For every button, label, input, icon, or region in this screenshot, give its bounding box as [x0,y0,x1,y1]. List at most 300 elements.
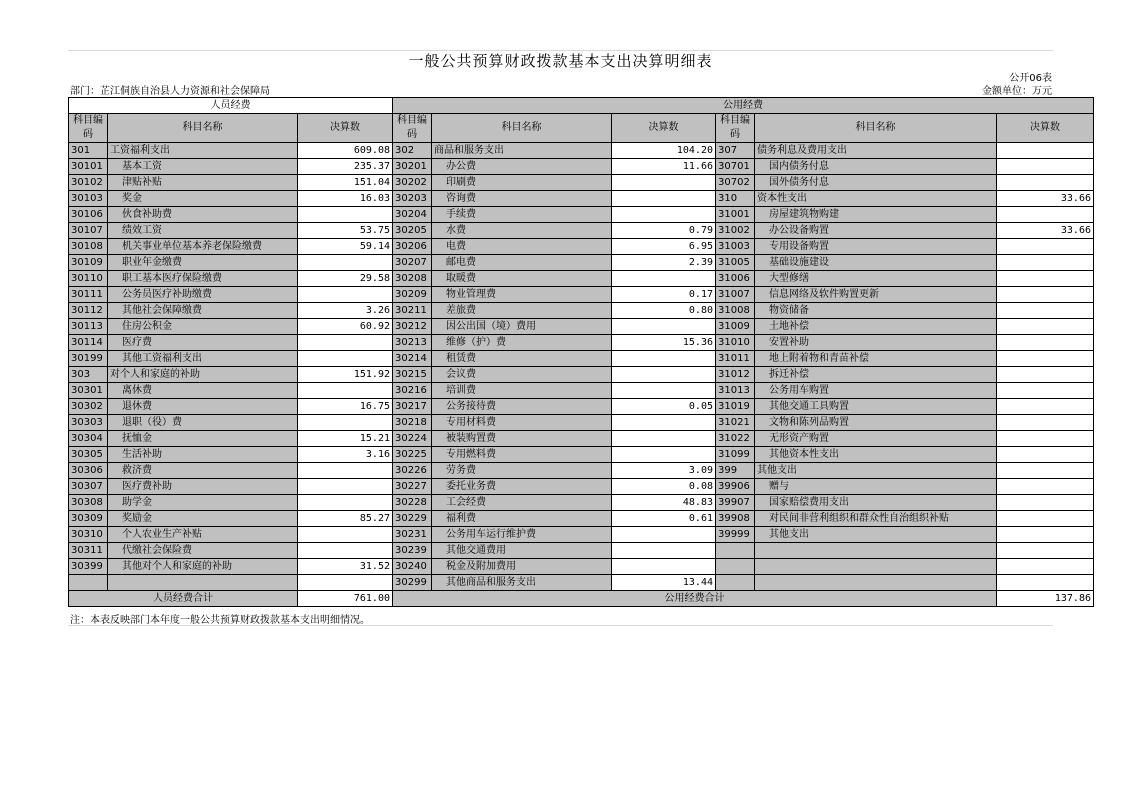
amount-cell-3 [997,447,1094,463]
amount-cell-2: 48.83 [612,495,716,511]
code-cell-1: 30111 [69,287,108,303]
name-cell-1: 对个人和家庭的补助 [108,367,298,383]
code-cell-2: 30239 [393,543,432,559]
code-cell-1: 30307 [69,479,108,495]
amount-cell-3 [997,239,1094,255]
amount-cell-3 [997,431,1094,447]
name-cell-3: 国家赔偿费用支出 [755,495,997,511]
name-cell-1: 职业年金缴费 [108,255,298,271]
table-row [69,255,1094,271]
name-cell-1: 其他工资福利支出 [108,351,298,367]
name-cell-1: 医疗费补助 [108,479,298,495]
public-total-label: 公用经费合计 [393,591,997,607]
amount-cell-3: 33.66 [997,191,1094,207]
table-number: 公开06表 [1009,73,1052,84]
amount-cell-1 [298,575,393,591]
amount-cell-1 [298,543,393,559]
name-cell-1 [108,575,298,591]
code-cell-3: 39906 [716,479,755,495]
name-cell-1: 其他对个人和家庭的补助 [108,559,298,575]
table-row [69,431,1094,447]
name-cell-2: 办公费 [432,159,612,175]
name-cell-1: 救济费 [108,463,298,479]
amount-cell-3 [997,143,1094,159]
section-personnel: 人员经费 [69,98,393,114]
amount-cell-2: 0.17 [612,287,716,303]
name-cell-2: 专用燃料费 [432,447,612,463]
code-cell-1 [69,575,108,591]
amount-cell-3 [997,383,1094,399]
code-cell-1: 30110 [69,271,108,287]
amount-cell-3 [997,399,1094,415]
amount-cell-1 [298,383,393,399]
code-cell-3: 31001 [716,207,755,223]
name-cell-3: 信息网络及软件购置更新 [755,287,997,303]
name-cell-3: 其他支出 [755,463,997,479]
name-cell-3: 专用设备购置 [755,239,997,255]
code-cell-2: 30202 [393,175,432,191]
totals-row [69,591,1094,607]
unit-label: 金额单位：万元 [982,86,1052,97]
amount-cell-3 [997,351,1094,367]
code-cell-2: 30212 [393,319,432,335]
footnote: 注：本表反映部门本年度一般公共预算财政拨款基本支出明细情况。 [70,615,370,626]
code-cell-2: 30208 [393,271,432,287]
code-cell-2: 30228 [393,495,432,511]
code-cell-1: 30303 [69,415,108,431]
code-cell-1: 30308 [69,495,108,511]
amount-cell-2 [612,527,716,543]
table-row [69,159,1094,175]
name-cell-2: 物业管理费 [432,287,612,303]
name-cell-2: 取暖费 [432,271,612,287]
code-cell-2: 30201 [393,159,432,175]
page-title: 一般公共预算财政拨款基本支出决算明细表 [408,52,713,70]
amount-cell-1: 3.26 [298,303,393,319]
amount-cell-2 [612,431,716,447]
code-cell-2: 30299 [393,575,432,591]
name-cell-1: 生活补助 [108,447,298,463]
amount-cell-3 [997,207,1094,223]
amount-cell-2 [612,207,716,223]
amount-cell-3 [997,575,1094,591]
code-cell-2: 30226 [393,463,432,479]
header-code-3: 科目编码 [716,114,755,143]
name-cell-3: 公务用车购置 [755,383,997,399]
table-row [69,383,1094,399]
code-cell-2: 30213 [393,335,432,351]
table-row [69,511,1094,527]
table-row [69,335,1094,351]
amount-cell-2 [612,367,716,383]
name-cell-3 [755,559,997,575]
table-row [69,559,1094,575]
code-cell-1: 30107 [69,223,108,239]
name-cell-2: 福利费 [432,511,612,527]
table-row [69,143,1094,159]
name-cell-2: 水费 [432,223,612,239]
name-cell-3: 基础设施建设 [755,255,997,271]
table-row [69,303,1094,319]
amount-cell-2: 15.36 [612,335,716,351]
code-cell-1: 30309 [69,511,108,527]
amount-cell-2 [612,543,716,559]
amount-cell-3 [997,287,1094,303]
code-cell-3 [716,559,755,575]
code-cell-2: 30229 [393,511,432,527]
amount-cell-1: 31.52 [298,559,393,575]
name-cell-1: 离休费 [108,383,298,399]
amount-cell-1: 60.92 [298,319,393,335]
column-header-row [69,114,1094,143]
code-cell-1: 30304 [69,431,108,447]
amount-cell-3 [997,303,1094,319]
name-cell-1: 医疗费 [108,335,298,351]
amount-cell-1: 16.75 [298,399,393,415]
code-cell-1: 30305 [69,447,108,463]
amount-cell-1: 59.14 [298,239,393,255]
code-cell-1: 30108 [69,239,108,255]
name-cell-2: 委托业务费 [432,479,612,495]
expenditure-table [68,97,1094,607]
amount-cell-3 [997,543,1094,559]
code-cell-1: 30113 [69,319,108,335]
name-cell-2: 劳务费 [432,463,612,479]
code-cell-2: 30204 [393,207,432,223]
table-row [69,351,1094,367]
public-total-value: 137.86 [997,591,1094,607]
amount-cell-2 [612,447,716,463]
amount-cell-1 [298,527,393,543]
amount-cell-3 [997,463,1094,479]
amount-cell-1 [298,415,393,431]
code-cell-2: 30203 [393,191,432,207]
header-code-2: 科目编码 [393,114,432,143]
code-cell-3: 31003 [716,239,755,255]
table-row [69,495,1094,511]
table-row [69,543,1094,559]
table-row [69,399,1094,415]
section-header-row [69,98,1094,114]
name-cell-3: 办公设备购置 [755,223,997,239]
name-cell-1: 机关事业单位基本养老保险缴费 [108,239,298,255]
table-row [69,319,1094,335]
amount-cell-1 [298,479,393,495]
name-cell-1: 职工基本医疗保险缴费 [108,271,298,287]
name-cell-1: 抚恤金 [108,431,298,447]
code-cell-3: 31008 [716,303,755,319]
code-cell-3: 31010 [716,335,755,351]
amount-cell-2 [612,559,716,575]
name-cell-2: 电费 [432,239,612,255]
personnel-total-value: 761.00 [298,591,393,607]
code-cell-3: 31012 [716,367,755,383]
amount-cell-1 [298,463,393,479]
code-cell-3: 39999 [716,527,755,543]
footnote-border [68,625,1053,626]
code-cell-2: 30205 [393,223,432,239]
header-code-1: 科目编码 [69,114,108,143]
table-row [69,239,1094,255]
amount-cell-2 [612,319,716,335]
amount-cell-3 [997,559,1094,575]
name-cell-2: 其他交通费用 [432,543,612,559]
amount-cell-1: 85.27 [298,511,393,527]
code-cell-3 [716,543,755,559]
code-cell-1: 30102 [69,175,108,191]
code-cell-1: 30301 [69,383,108,399]
code-cell-3: 31019 [716,399,755,415]
amount-cell-1 [298,207,393,223]
amount-cell-1 [298,495,393,511]
code-cell-1: 30103 [69,191,108,207]
code-cell-3: 39908 [716,511,755,527]
name-cell-1: 伙食补助费 [108,207,298,223]
table-row [69,575,1094,591]
name-cell-1: 个人农业生产补贴 [108,527,298,543]
code-cell-3: 30702 [716,175,755,191]
amount-cell-1: 29.58 [298,271,393,287]
header-amount-3: 决算数 [997,114,1094,143]
name-cell-3: 大型修缮 [755,271,997,287]
code-cell-2: 30218 [393,415,432,431]
name-cell-3: 物资储备 [755,303,997,319]
code-cell-3: 307 [716,143,755,159]
amount-cell-2 [612,175,716,191]
name-cell-2: 公务接待费 [432,399,612,415]
amount-cell-2: 104.20 [612,143,716,159]
name-cell-2: 专用材料费 [432,415,612,431]
amount-cell-3 [997,271,1094,287]
name-cell-3: 债务利息及费用支出 [755,143,997,159]
code-cell-1: 30311 [69,543,108,559]
amount-cell-1: 15.21 [298,431,393,447]
section-public: 公用经费 [393,98,1094,114]
code-cell-3: 31013 [716,383,755,399]
amount-cell-3 [997,479,1094,495]
amount-cell-3 [997,335,1094,351]
amount-cell-1 [298,287,393,303]
amount-cell-2: 0.05 [612,399,716,415]
code-cell-3: 31005 [716,255,755,271]
name-cell-1: 津贴补贴 [108,175,298,191]
amount-cell-2: 11.66 [612,159,716,175]
name-cell-3: 安置补助 [755,335,997,351]
header-name-1: 科目名称 [108,114,298,143]
code-cell-1: 30114 [69,335,108,351]
code-cell-2: 30215 [393,367,432,383]
table-row [69,415,1094,431]
name-cell-3: 其他支出 [755,527,997,543]
amount-cell-2: 0.79 [612,223,716,239]
name-cell-1: 工资福利支出 [108,143,298,159]
amount-cell-3 [997,367,1094,383]
name-cell-3: 土地补偿 [755,319,997,335]
amount-cell-1: 151.04 [298,175,393,191]
code-cell-3: 31022 [716,431,755,447]
name-cell-1: 公务员医疗补助缴费 [108,287,298,303]
code-cell-3: 31007 [716,287,755,303]
code-cell-1: 30310 [69,527,108,543]
name-cell-1: 退休费 [108,399,298,415]
name-cell-1: 退职（役）费 [108,415,298,431]
table-row [69,191,1094,207]
name-cell-3: 其他交通工具购置 [755,399,997,415]
code-cell-2: 30225 [393,447,432,463]
name-cell-3: 地上附着物和青苗补偿 [755,351,997,367]
amount-cell-2: 0.80 [612,303,716,319]
table-row [69,271,1094,287]
table-row [69,223,1094,239]
name-cell-1: 助学金 [108,495,298,511]
table-row [69,447,1094,463]
name-cell-2: 邮电费 [432,255,612,271]
amount-cell-2: 13.44 [612,575,716,591]
name-cell-3: 无形资产购置 [755,431,997,447]
amount-cell-1: 3.16 [298,447,393,463]
department-label: 部门：芷江侗族自治县人力资源和社会保障局 [70,86,270,97]
code-cell-1: 30109 [69,255,108,271]
name-cell-3: 对民间非营利组织和群众性自治组织补贴 [755,511,997,527]
name-cell-2: 被装购置费 [432,431,612,447]
code-cell-3: 39907 [716,495,755,511]
code-cell-2: 30231 [393,527,432,543]
code-cell-3: 31011 [716,351,755,367]
code-cell-1: 30199 [69,351,108,367]
code-cell-3: 30701 [716,159,755,175]
name-cell-3: 拆迁补偿 [755,367,997,383]
header-amount-2: 决算数 [612,114,716,143]
code-cell-3: 31099 [716,447,755,463]
name-cell-3 [755,575,997,591]
name-cell-3: 国内债务付息 [755,159,997,175]
code-cell-1: 30306 [69,463,108,479]
name-cell-1: 基本工资 [108,159,298,175]
name-cell-2: 培训费 [432,383,612,399]
code-cell-3: 31009 [716,319,755,335]
code-cell-2: 30216 [393,383,432,399]
header-amount-1: 决算数 [298,114,393,143]
name-cell-3 [755,543,997,559]
amount-cell-2 [612,351,716,367]
amount-cell-2: 0.08 [612,479,716,495]
name-cell-2: 商品和服务支出 [432,143,612,159]
name-cell-2: 租赁费 [432,351,612,367]
amount-cell-1 [298,335,393,351]
code-cell-2: 30227 [393,479,432,495]
amount-cell-2: 3.09 [612,463,716,479]
amount-cell-1 [298,351,393,367]
name-cell-1: 住房公积金 [108,319,298,335]
code-cell-1: 303 [69,367,108,383]
code-cell-2: 30214 [393,351,432,367]
amount-cell-2: 6.95 [612,239,716,255]
table-row [69,479,1094,495]
amount-cell-3 [997,255,1094,271]
code-cell-2: 302 [393,143,432,159]
amount-cell-1 [298,255,393,271]
name-cell-2: 维修（护）费 [432,335,612,351]
name-cell-2: 印刷费 [432,175,612,191]
amount-cell-2 [612,415,716,431]
code-cell-1: 30112 [69,303,108,319]
code-cell-2: 30217 [393,399,432,415]
amount-cell-3 [997,415,1094,431]
personnel-total-label: 人员经费合计 [69,591,298,607]
amount-cell-3 [997,495,1094,511]
code-cell-2: 30207 [393,255,432,271]
table-row [69,367,1094,383]
amount-cell-3: 33.66 [997,223,1094,239]
code-cell-1: 30399 [69,559,108,575]
code-cell-2: 30206 [393,239,432,255]
code-cell-3: 31021 [716,415,755,431]
table-row [69,287,1094,303]
code-cell-3: 31006 [716,271,755,287]
table-row [69,207,1094,223]
amount-cell-3 [997,319,1094,335]
amount-cell-1: 53.75 [298,223,393,239]
name-cell-3: 国外债务付息 [755,175,997,191]
name-cell-3: 其他资本性支出 [755,447,997,463]
name-cell-2: 税金及附加费用 [432,559,612,575]
amount-cell-1: 151.92 [298,367,393,383]
name-cell-2: 咨询费 [432,191,612,207]
name-cell-3: 资本性支出 [755,191,997,207]
header-name-3: 科目名称 [755,114,997,143]
table-row [69,527,1094,543]
code-cell-2: 30209 [393,287,432,303]
header-name-2: 科目名称 [432,114,612,143]
amount-cell-3 [997,527,1094,543]
code-cell-2: 30240 [393,559,432,575]
name-cell-1: 奖金 [108,191,298,207]
code-cell-2: 30211 [393,303,432,319]
amount-cell-1: 235.37 [298,159,393,175]
name-cell-2: 会议费 [432,367,612,383]
name-cell-3: 文物和陈列品购置 [755,415,997,431]
code-cell-3 [716,575,755,591]
name-cell-3: 房屋建筑物购建 [755,207,997,223]
amount-cell-2 [612,383,716,399]
amount-cell-2 [612,271,716,287]
table-row [69,175,1094,191]
code-cell-1: 30101 [69,159,108,175]
name-cell-2: 差旅费 [432,303,612,319]
code-cell-1: 30106 [69,207,108,223]
amount-cell-3 [997,159,1094,175]
amount-cell-2: 2.39 [612,255,716,271]
name-cell-2: 工会经费 [432,495,612,511]
code-cell-1: 30302 [69,399,108,415]
amount-cell-3 [997,511,1094,527]
name-cell-1: 奖励金 [108,511,298,527]
amount-cell-2 [612,191,716,207]
name-cell-1: 代缴社会保险费 [108,543,298,559]
name-cell-1: 其他社会保障缴费 [108,303,298,319]
code-cell-3: 310 [716,191,755,207]
amount-cell-1: 609.08 [298,143,393,159]
code-cell-3: 31002 [716,223,755,239]
code-cell-2: 30224 [393,431,432,447]
name-cell-2: 因公出国（境）费用 [432,319,612,335]
name-cell-2: 公务用车运行维护费 [432,527,612,543]
name-cell-2: 其他商品和服务支出 [432,575,612,591]
amount-cell-2: 0.61 [612,511,716,527]
name-cell-1: 绩效工资 [108,223,298,239]
name-cell-2: 手续费 [432,207,612,223]
name-cell-3: 赠与 [755,479,997,495]
